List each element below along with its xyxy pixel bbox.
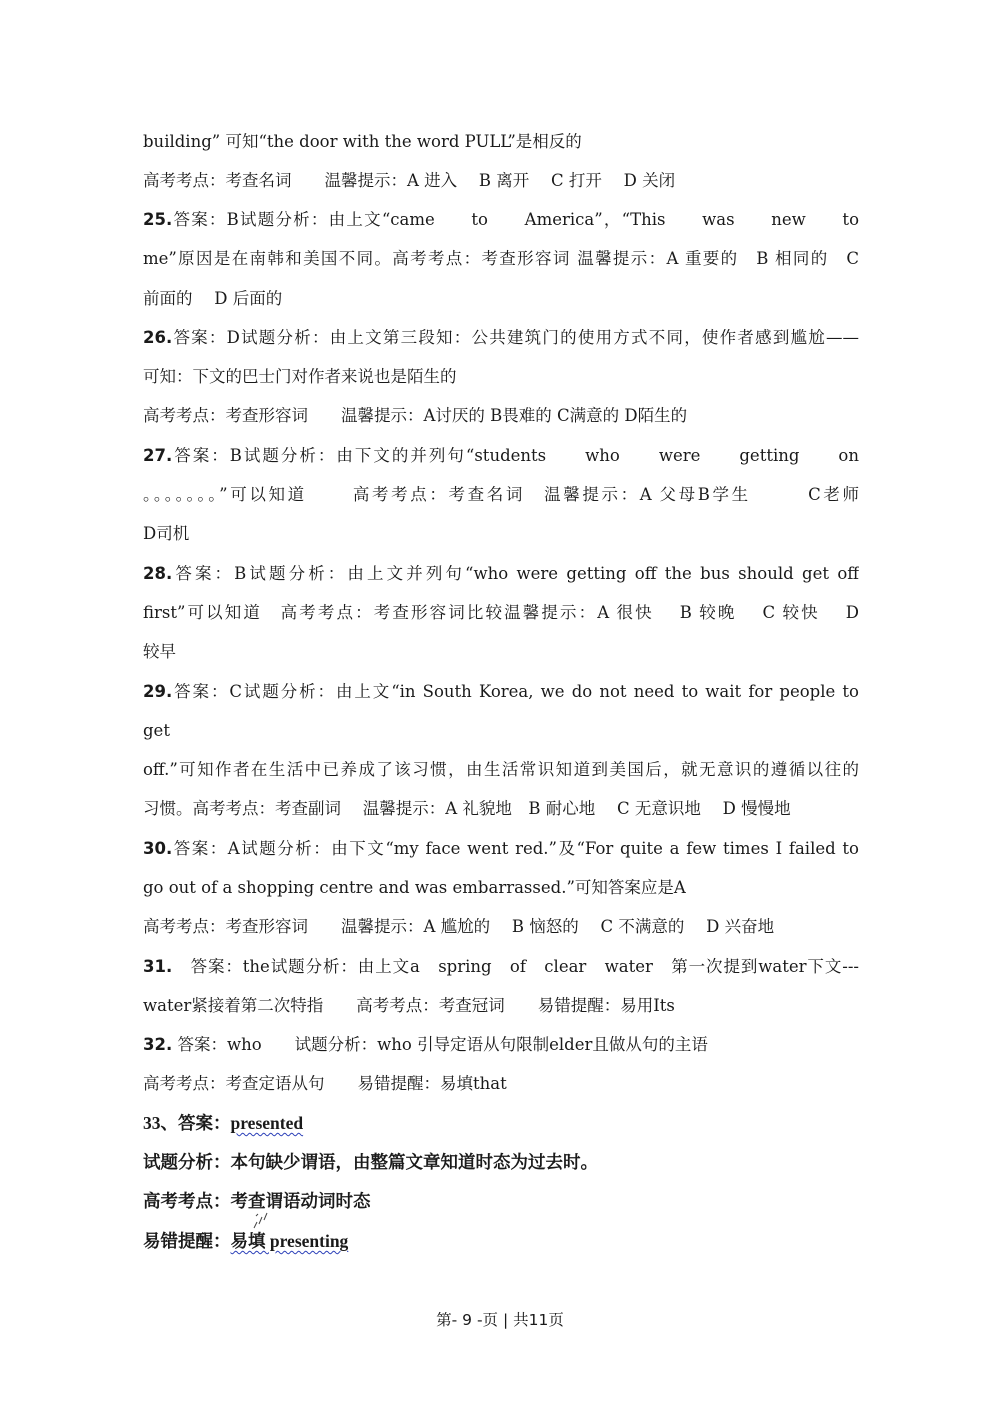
question-25-line: 25.答案：B试题分析：由上文“came to America”，“This was new to: [143, 210, 859, 229]
text-line: me”原因是在南韩和美国不同。高考考点：考查形容词 温馨提示：A 重要的 B 相同的 C: [143, 249, 859, 268]
question-number: 25.: [143, 210, 173, 229]
question-number: 26.: [143, 328, 173, 347]
question-28-line: 28.答案：B试题分析：由上文并列句“who were getting off the bus should get off: [143, 564, 859, 583]
text-line: 高考考点：考查名词 温馨提示：A 进入 B 离开 C 打开 D 关闭: [143, 171, 676, 190]
question-33-analysis: 试题分析：本句缺少谓语，由整篇文章知道时态为过去时。: [143, 1152, 598, 1172]
text-line: go out of a shopping centre and was embarrassed.”可知答案应是A: [143, 878, 686, 897]
question-29-line: 29.答案：C试题分析：由上文“in South Korea, we do not need to wait for people to: [143, 682, 859, 701]
text-line: water紧接着第二次特指 高考考点：考查冠词 易错提醒：易用Its: [143, 996, 675, 1015]
question-33-answer: [143, 1108, 859, 1138]
answer-value: presented: [230, 1113, 304, 1133]
question-31-line: 31. 答案：the试题分析：由上文a spring of clear water 第一次提到water下文---: [143, 957, 859, 976]
text-line: D司机: [143, 524, 190, 543]
text-line: 习惯。高考考点：考查副词 温馨提示：A 礼貌地 B 耐心地 C 无意识地 D 慢慢地: [143, 799, 791, 818]
question-number: 28.: [143, 564, 173, 583]
question-number: 27.: [143, 446, 173, 465]
question-26-line: 26.答案：D试题分析：由上文第三段知：公共建筑门的使用方式不同，使作者感到尴尬——: [143, 328, 859, 347]
text-line: 较早: [143, 642, 176, 661]
question-number: 29.: [143, 682, 173, 701]
text-line: 前面的 D 后面的: [143, 289, 283, 308]
question-33-error: [143, 1226, 859, 1256]
text-line: off.”可知作者在生活中已养成了该习惯，由生活常识知道到美国后，就无意识的遵循以往的: [143, 760, 859, 779]
text-line: 高考考点：考查定语从句 易错提醒：易填that: [143, 1074, 507, 1093]
text-line: 可知：下文的巴士门对作者来说也是陌生的: [143, 367, 457, 386]
text-line: 高考考点：考查形容词 温馨提示：A讨厌的 B畏难的 C满意的 D陌生的: [143, 406, 688, 425]
question-number: 32.: [143, 1035, 173, 1054]
question-27-line: 27.答案：B试题分析：由下文的并列句“students who were getting on: [143, 446, 859, 465]
text-line: get: [143, 721, 170, 740]
question-30-line: 30.答案：A试题分析：由下文“my face went red.”及“For quite a few times I failed to: [143, 839, 859, 858]
page-footer: 第- 9 -页 | 共11页: [436, 1311, 564, 1329]
answer-label: 33、答案：: [143, 1113, 231, 1133]
error-text: 易填 presenting: [230, 1231, 349, 1251]
question-number: 30.: [143, 839, 173, 858]
text-line: building” 可知“the door with the word PULL”是相反的: [143, 132, 582, 151]
question-33-point: 高考考点：考查谓语动词时态: [143, 1191, 371, 1211]
error-label: 易错提醒：: [143, 1231, 231, 1251]
text-line: first”可以知道 高考考点：考查形容词比较温馨提示：A 很快 B 较晚 C 较快 D: [143, 603, 859, 622]
text-line: 高考考点：考查形容词 温馨提示：A 尴尬的 B 恼怒的 C 不满意的 D 兴奋地: [143, 917, 775, 936]
question-32-line: 32. 答案：who 试题分析：who 引导定语从句限制elder且做从句的主语: [143, 1035, 708, 1054]
question-number: 31.: [143, 957, 173, 976]
scribble-mark-icon: [252, 1210, 272, 1232]
text-line: 。。。。。。。”可以知道 高考考点：考查名词 温馨提示：A 父母B学生 C老师: [143, 485, 859, 504]
